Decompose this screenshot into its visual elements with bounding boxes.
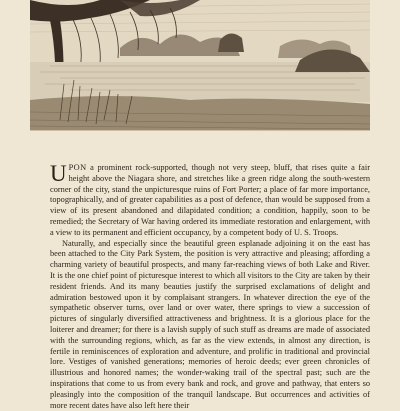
- paragraph-1: [50, 163, 370, 239]
- paragraph-1-text: a prominent rock-supported, though not very steep, bluff, that rises quite a fair height above the Niagara shore, and stretches like a green ridge along the south-western corner of the city, stand the unpicturesque ruins of Fort Porter; a place of far more importance, topographically, and of greater capabilities as a post of defence, than would be supposed from a view of its present abandoned and dilapidated condition; a condition, happily, soon to be remedied; the Secretary of War having ordered its immediate restoration and enlargement, with a view to its permanent and efficient occupancy, by a competent body of U. S. Troops.: [50, 163, 370, 237]
- lead-word: PON: [68, 163, 87, 172]
- engraving-illustration: [30, 0, 370, 130]
- landscape-engraving: [30, 0, 370, 130]
- paragraph-2: Naturally, and especially since the beautiful green esplanade adjoining it on the east has been attached to the City Park System, the position is very attractive and pleasing; affording a charming variety of beautiful prospects, and many far-reaching views of both Lake and River. It is the one chief point of picturesque interest to which all visitors to the City are taken by their resident friends. And its many beauties justify the surprised exclamations of delight and admiration bestowed upon it by complaisant strangers. In whatever direction the eye of the sympathetic observer turns, over land or over water, there springs to view a succession of pictures of singularly diversified attractiveness and brightness. It is a glorious place for the loiterer and dreamer; for there is a lavish supply of such stuff as dreams are made of associated with the surrounding regions, which, as far as the view extends, in almost any direction, is fertile in reminiscences of exploration and adventure, and prolific in traditional and provincial lore. Vestiges of vanished generations; memories of heroic deeds; ever green chronicles of illustrious and honored names; the wonder-waking trail of the spectral past; such are the inspirations that come to us from every bank and rock, and grove and pathway, that enters so pleasingly into the composition of the tranquil landscape. But occurrences and activities of more recent dates have also left here their: [50, 238, 370, 410]
- plate-border: [30, 130, 370, 131]
- drop-cap: U: [50, 161, 67, 186]
- article-text: [50, 163, 370, 411]
